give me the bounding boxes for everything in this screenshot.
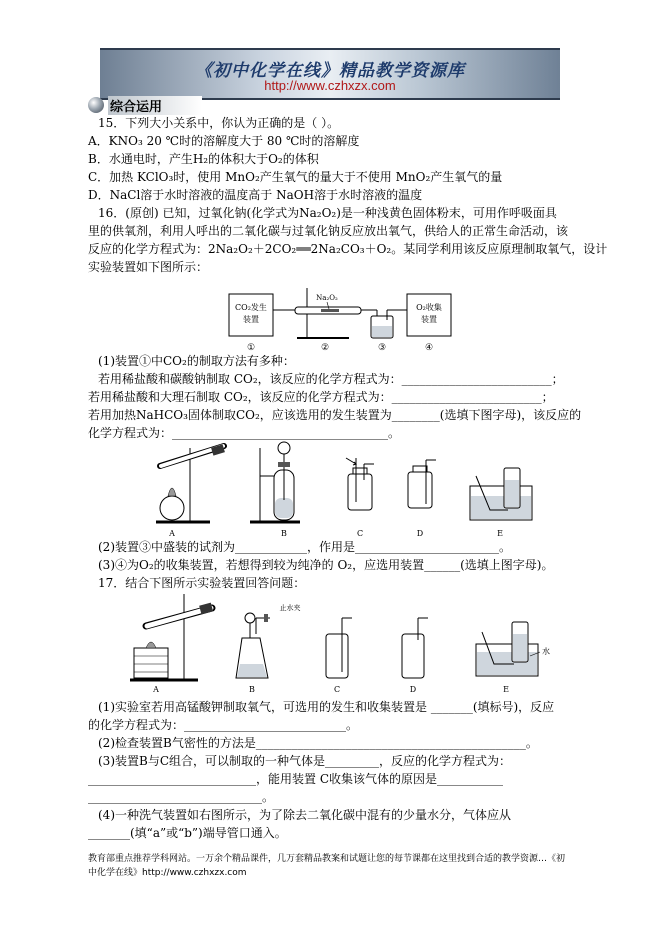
q17-device-a-label: A	[153, 685, 159, 694]
device-d	[408, 460, 436, 538]
device-c	[346, 458, 374, 538]
device-a-label: A	[169, 529, 175, 538]
q17-device-c-label: C	[333, 685, 341, 694]
q16-line-2: 里的供氧剂，利用人呼出的二氧化碳与过氧化钠反应放出氧气，供给人的正常生命活动，该	[88, 224, 569, 238]
q17-device-c	[326, 618, 352, 694]
q17-part3-b: ____________________________，能用装置 C收集该气体的原因是___________	[88, 772, 503, 786]
q16-part1-a: 若用稀盐酸和碳酸钠制取 CO₂，该反应的化学方程式为：_________________________；	[98, 372, 564, 386]
device-b-label: B	[281, 529, 287, 538]
q16-devices-diagram	[150, 440, 550, 538]
q16-part3: (3)④为O₂的收集装置，若想得到较为纯净的 O₂，应选用装置______(选填上图字母)。	[98, 558, 554, 572]
device-b	[250, 442, 300, 538]
q15-stem: 15．下列大小关系中，你认为正确的是（ ）。	[98, 116, 340, 130]
q15-option-b: B．水通电时，产生H₂的体积大于O₂的体积	[88, 152, 319, 166]
q17-device-d-label: D	[409, 685, 417, 694]
q17-part3-a: (3)装置B与C组合，可以制取的一种气体是_________，反应的化学方程式为：	[98, 754, 512, 768]
section-header	[88, 96, 202, 114]
q17-part4-b: _______(填“a”或“b”)端导管口通入。	[88, 826, 287, 840]
box4-label-2: 装置	[421, 315, 437, 324]
q17-part1-b: 的化学方程式为：___________________________。	[88, 718, 359, 732]
label-3: ③	[377, 343, 387, 352]
q17-stem: 17．结合下图所示实验装置回答问题：	[98, 576, 306, 590]
q16-line-1: 16．(原创) 已知，过氧化钠(化学式为Na₂O₂)是一种浅黄色固体粉末，可用作呼吸面具	[98, 206, 557, 220]
header-banner	[100, 48, 560, 100]
footer	[88, 852, 608, 880]
q16-part1-c: 若用加热NaHCO₃固体制取CO₂，应该选用的发生装置为________(选填下图字母)，该反应的	[88, 408, 582, 422]
device-d-label: D	[416, 529, 424, 538]
q17-device-b	[236, 603, 301, 694]
q16-apparatus-diagram	[225, 280, 455, 352]
device-e	[470, 468, 532, 538]
label-1: ①	[246, 343, 256, 352]
na2o2-label: Na₂O₂	[316, 294, 338, 302]
q17-part1-a: (1)实验室若用高锰酸钾制取氧气，可选用的发生和收集装置是 _______(填标号)，反应	[98, 700, 555, 714]
device-a	[156, 444, 225, 538]
box1-label-2: 装置	[243, 315, 259, 324]
footer-line-1: 教育部重点推荐学科网站。一万余个精品课件，几万套精品教案和试题让您的每节课都在这里找到合适的教学资源…《初	[88, 854, 566, 864]
q17-part2: (2)检查装置B气密性的方法是_____________________________________________。	[98, 736, 538, 750]
q16-part1: (1)装置①中CO₂的制取方法有多种：	[98, 354, 295, 368]
q17-device-e-label: E	[503, 685, 509, 694]
device-e-label: E	[497, 529, 503, 538]
q16-line-3: 反应的化学方程式为：2Na₂O₂＋2CO₂══2Na₂CO₃＋O₂。某同学利用该反应原理制取氧气，设计	[88, 242, 608, 256]
water-label: 水	[542, 647, 550, 656]
q16-line-4: 实验装置如下图所示：	[88, 260, 209, 274]
section-title: 综合运用	[108, 96, 202, 115]
footer-line-2[interactable]: 中化学在线》http://www.czhxzx.com	[88, 868, 247, 878]
q17-device-a	[130, 594, 213, 694]
banner-url[interactable]: http://www.czhxzx.com	[264, 78, 396, 93]
q16-part1-d: 化学方程式为：____________________________________。	[88, 426, 401, 440]
clip-icon	[264, 614, 268, 622]
q17-devices-diagram	[126, 592, 556, 696]
q15-option-d: D．NaCl溶于水时溶液的温度高于 NaOH溶于水时溶液的温度	[88, 188, 423, 202]
label-2: ②	[320, 343, 330, 352]
section-ball-icon	[88, 97, 104, 113]
q17-device-e	[476, 622, 550, 694]
q15-option-c: C．加热 KClO₃时，使用 MnO₂产生氧气的量大于不使用 MnO₂产生氧气的量	[88, 170, 503, 184]
device-c-label: C	[356, 529, 364, 538]
box4-label-1: O₂收集	[416, 303, 442, 312]
banner-title: 《初中化学在线》精品教学资源库	[195, 61, 465, 81]
clip-label: 止水夹	[279, 604, 301, 612]
q17-part3-c: _____________________________。	[88, 790, 275, 804]
q17-part4-a: (4)一种洗气装置如右图所示，为了除去二氧化碳中混有的少量水分，气体应从	[98, 808, 512, 822]
label-4: ④	[424, 343, 434, 352]
q16-part2: (2)装置③中盛装的试剂为____________，作用是________________________。	[98, 540, 511, 554]
q17-device-d	[402, 618, 428, 694]
box1-label-1: CO₂发生	[235, 303, 267, 312]
q15-option-a: A．KNO₃ 20 ℃时的溶解度大于 80 ℃时的溶解度	[88, 134, 360, 148]
q16-part1-b: 若用稀盐酸和大理石制取 CO₂，该反应的化学方程式为：_________________________；	[88, 390, 554, 404]
q17-device-b-label: B	[249, 685, 255, 694]
